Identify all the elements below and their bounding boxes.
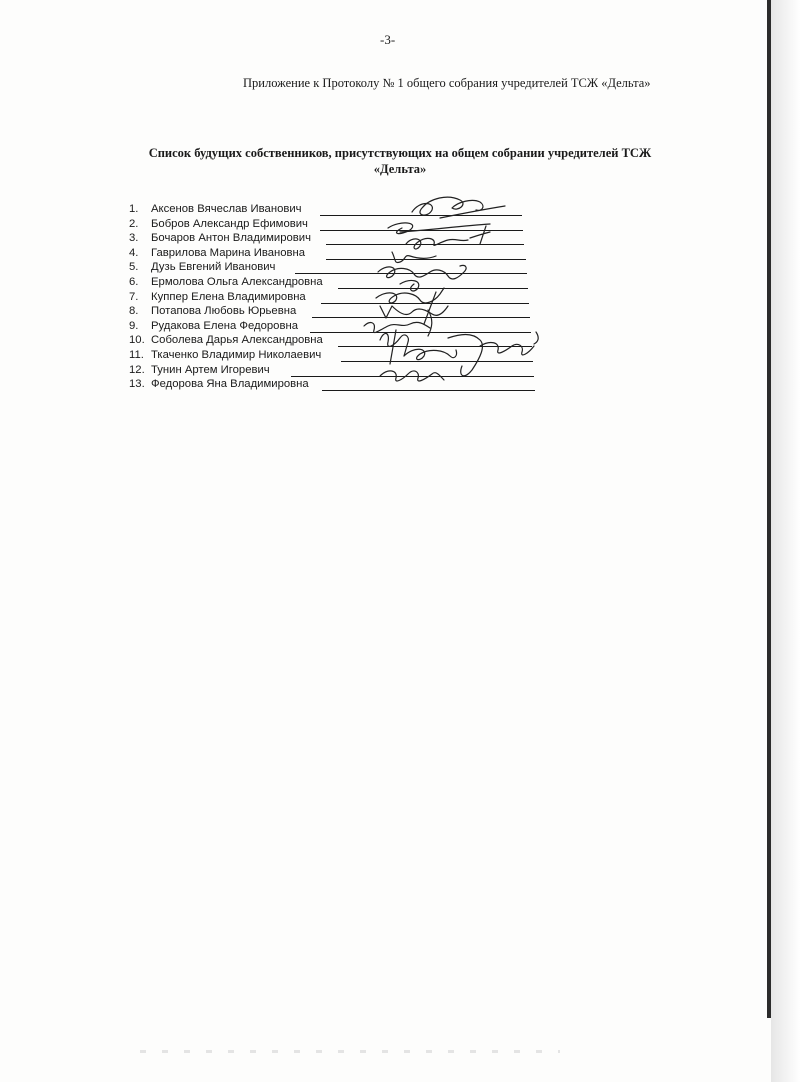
signer-number: 9.: [129, 319, 139, 332]
signer-name: Федорова Яна Владимировна: [151, 378, 309, 391]
signer-name: Бочаров Антон Владимирович: [151, 232, 311, 245]
signer-number: 1.: [129, 203, 139, 215]
signer-name: Потапова Любовь Юрьевна: [151, 305, 297, 318]
signer-row: [129, 290, 323, 305]
signer-name: Ермолова Ольга Александровна: [151, 275, 323, 288]
signer-row: [129, 260, 323, 275]
signer-name: Бобров Александр Ефимович: [151, 217, 308, 230]
signature-4: [392, 252, 436, 263]
signers-list: [129, 202, 323, 392]
signer-number: 8.: [129, 305, 139, 318]
signer-number: 6.: [129, 275, 139, 288]
signature-5-6: [378, 265, 466, 291]
signer-row: [129, 202, 323, 217]
signer-row: [129, 319, 323, 334]
signer-number: 5.: [129, 261, 139, 274]
signer-name: Дузь Евгений Иванович: [151, 261, 276, 274]
list-title: [120, 145, 680, 177]
appendix-heading: Приложение к Протоколу № 1 общего собрания учредителей ТСЖ «Дельта»: [243, 76, 651, 90]
list-title-line-2: «Дельта»: [373, 162, 427, 176]
signer-name: Куппер Елена Владимировна: [151, 290, 306, 303]
scan-artifacts: [140, 1050, 560, 1053]
signature-3: [406, 226, 490, 249]
signer-number: 2.: [129, 217, 139, 230]
handwritten-signatures: [340, 180, 560, 400]
signer-number: 7.: [129, 290, 139, 303]
signer-number: 3.: [129, 232, 139, 245]
signer-row: [129, 333, 323, 348]
list-title-line-1: Список будущих собственников, присутствующих на общем собрании учредителей ТСЖ: [148, 146, 652, 160]
signature-9: [364, 310, 432, 336]
signer-row: [129, 348, 323, 363]
signer-row: [129, 377, 323, 392]
signer-row: [129, 246, 323, 261]
signer-name: Рудакова Елена Федоровна: [151, 319, 298, 332]
scan-edge-shadow: [771, 0, 800, 1082]
signer-number: 4.: [129, 246, 139, 259]
signature-2: [388, 223, 490, 234]
signature-1: [412, 197, 505, 218]
signer-number: 13.: [129, 378, 145, 391]
signature-7: [376, 288, 444, 303]
signer-row: [129, 217, 323, 232]
page-number: -3-: [380, 32, 396, 47]
signer-name: Гаврилова Марина Ивановна: [151, 246, 306, 259]
signature-12: [480, 332, 538, 355]
signature-11: [404, 335, 482, 376]
signer-row: [129, 275, 323, 290]
signer-row: [129, 304, 323, 319]
signer-name: Соболева Дарья Александровна: [151, 334, 323, 347]
signature-10: [380, 330, 408, 364]
signature-13: [380, 371, 444, 381]
signer-name: Ткаченко Владимир Николаевич: [151, 348, 322, 361]
signer-row: [129, 363, 323, 378]
signer-name: Тунин Артем Игоревич: [151, 363, 270, 376]
signer-number: 10.: [129, 334, 145, 347]
signer-row: [129, 231, 323, 246]
signer-number: 12.: [129, 363, 145, 376]
signer-name: Аксенов Вячеслав Иванович: [151, 203, 302, 215]
signer-number: 11.: [129, 348, 144, 361]
